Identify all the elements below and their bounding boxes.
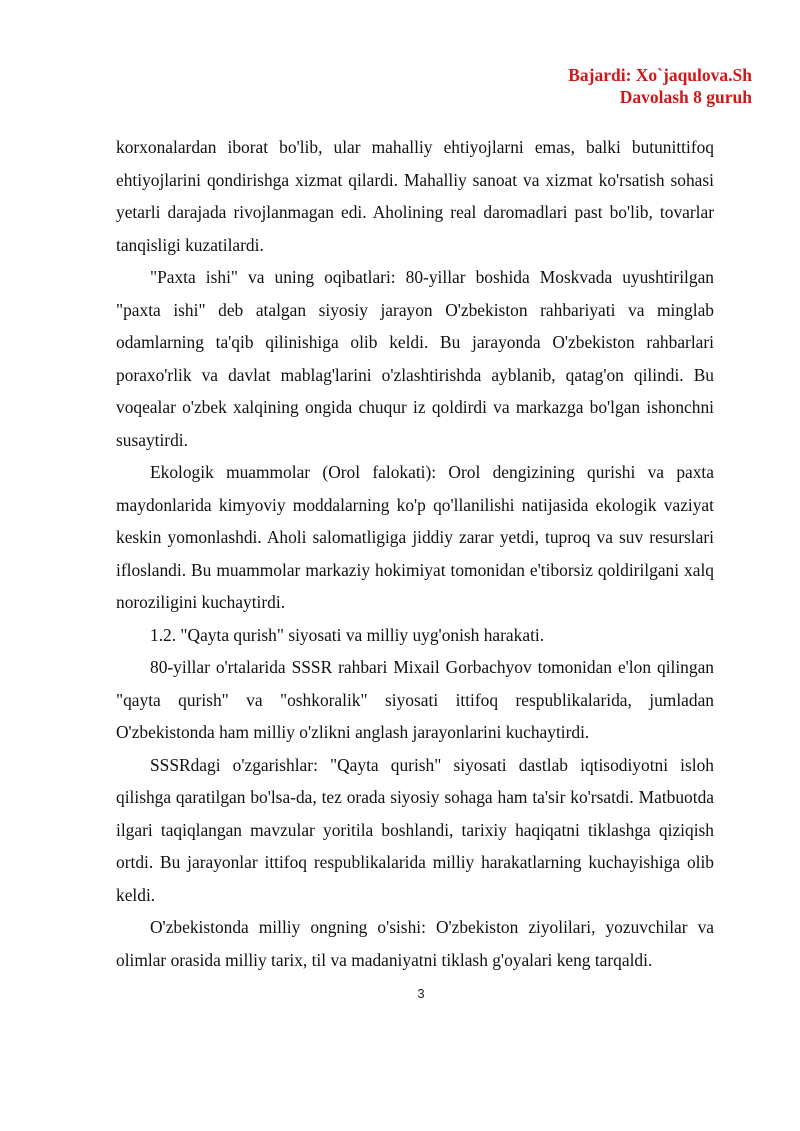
paragraph-continuation: korxonalardan iborat bo'lib, ular mahalliy ehtiyojlarni emas, balki butunittifoq ehtiyojlarini qondirishga xizmat qilardi. Mahalliy sanoat va xizmat ko'rsatish sohasi yetarli darajada rivojlanmagan edi. Aholining real daromadlari past bo'lib, tovarlar tanqisligi kuzatilardi. — [116, 137, 714, 255]
document-body — [116, 131, 714, 976]
author-name: Bajardi: Xo`jaqulova.Sh — [568, 65, 752, 85]
group-name: Davolash 8 guruh — [619, 87, 752, 107]
paragraph-qayta-qurish: 80-yillar o'rtalarida SSSR rahbari Mixail Gorbachyov tomonidan e'lon qilingan "qayta qurish" va "oshkoralik" siyosati ittifoq respublikalarida, jumladan O'zbekistonda ham milliy o'zlikni anglash jarayonlarini kuchaytirdi. — [116, 657, 714, 742]
paragraph-paxta-ishi: "Paxta ishi" va uning oqibatlari: 80-yillar boshida Moskvada uyushtirilgan "paxta ishi" deb atalgan siyosiy jarayon O'zbekiston rahbariyati va minglab odamlarning ta'qib qilinishiga olib keldi. Bu jarayonda O'zbekiston rahbarlari poraxo'rlik va davlat mablag'larini o'zlashtirishda ayblanib, qatag'on qilindi. Bu voqealar o'zbek xalqining ongida chuqur iz qoldirdi va markazga bo'lgan ishonchni susaytirdi. — [116, 267, 714, 450]
section-heading: 1.2. "Qayta qurish" siyosati va milliy uyg'onish harakati. — [150, 624, 545, 645]
paragraph-milliy-ong: O'zbekistonda milliy ongning o'sishi: O'zbekiston ziyolilari, yozuvchilar va olimlar orasida milliy tarix, til va madaniyatni tiklash g'oyalari keng tarqaldi. — [116, 917, 714, 970]
author-header — [568, 64, 752, 108]
paragraph-ekologik-muammolar: Ekologik muammolar (Orol falokati): Orol dengizining qurishi va paxta maydonlarida kimyoviy moddalarning ko'p qo'llanilishi natijasida ekologik vaziyat keskin yomonlashdi. Aholi salomatligiga jiddiy zarar yetdi, tuproq va suv resurslari ifloslandi. Bu muammolar markaziy hokimiyat tomonidan e'tiborsiz qoldirilgani xalq noroziligini kuchaytirdi. — [116, 462, 714, 612]
paragraph-sssrdagi-ozgarishlar: SSSRdagi o'zgarishlar: "Qayta qurish" siyosati dastlab iqtisodiyotni isloh qilishga qaratilgan bo'lsa-da, tez orada siyosiy sohaga ham ta'sir ko'rsatdi. Matbuotda ilgari taqiqlangan mavzular yoritila boshlandi, tarixiy haqiqatni tiklashga qiziqish ortdi. Bu jarayonlar ittifoq respublikalarida milliy harakatlarning kuchayishiga olib keldi. — [116, 754, 714, 905]
page-number: 3 — [417, 986, 425, 1001]
